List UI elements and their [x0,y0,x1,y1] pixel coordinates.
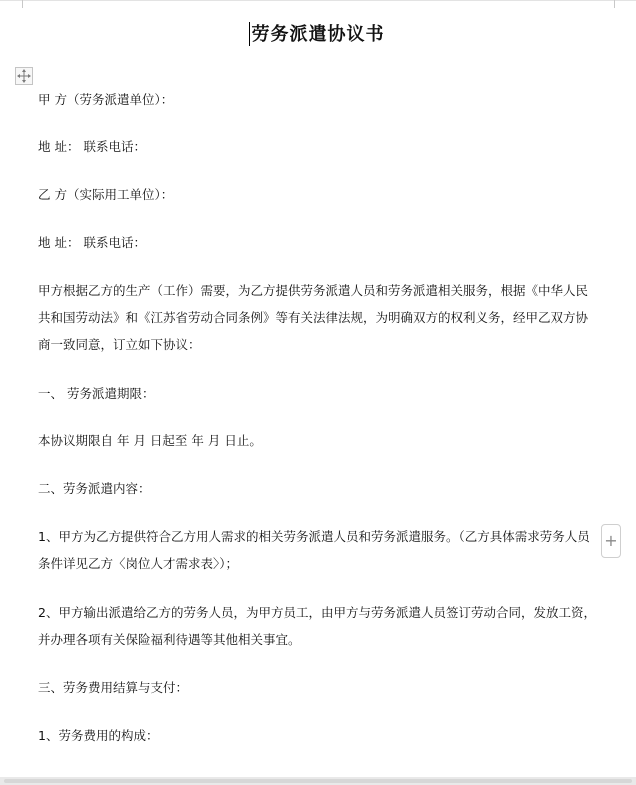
corner-crop-mark-left [22,0,23,8]
text-cursor [249,22,250,46]
clause-2-1: 1、甲方为乙方提供符合乙方用人需求的相关劳务派遣人员和劳务派遣服务。（乙方具体需求劳务人员条件详见乙方〈岗位人才需求表〉）； [38,529,590,571]
clause-3-1: 1、劳务费用的构成： [38,728,159,743]
preamble-paragraph: 甲方根据乙方的生产（工作）需要，为乙方提供劳务派遣人员和劳务派遣相关服务，根据《中华人民共和国劳动法》和《江苏省劳动合同条例》等有关法律法规，为明确双方的权利义务，经甲乙双方协商一致同意，订立如下协议： [38,283,589,352]
party-b-label: 乙 方（实际用工单位）： [38,187,174,202]
corner-crop-mark-right [614,0,615,8]
term-sentence: 本协议期限自 年 月 日起至 年 月 日止。 [38,433,262,448]
plus-icon: + [604,531,618,550]
section-2-heading: 二、劳务派遣内容： [38,481,151,496]
table-move-handle[interactable] [15,67,33,85]
scrollbar-thumb[interactable] [4,779,632,783]
add-row-button[interactable] [601,524,621,558]
party-a-label: 甲 方（劳务派遣单位）： [38,92,174,107]
party-b-address-line: 地 址： 联系电话： [38,235,146,250]
clause-2-2: 2、甲方输出派遣给乙方的劳务人员，为甲方员工，由甲方与劳务派遣人员签订劳动合同，发放工资，并办理各项有关保险福利待遇等其他相关事宜。 [38,605,596,647]
horizontal-scrollbar[interactable] [0,777,636,785]
move-arrows-icon [17,69,31,83]
section-1-heading: 一、 劳务派遣期限： [38,386,155,401]
page-top-edge [0,0,636,1]
party-a-address-line: 地 址： 联系电话： [38,139,146,154]
document-title: 劳务派遣协议书 [251,24,385,45]
section-3-heading: 三、劳务费用结算与支付： [38,680,189,695]
